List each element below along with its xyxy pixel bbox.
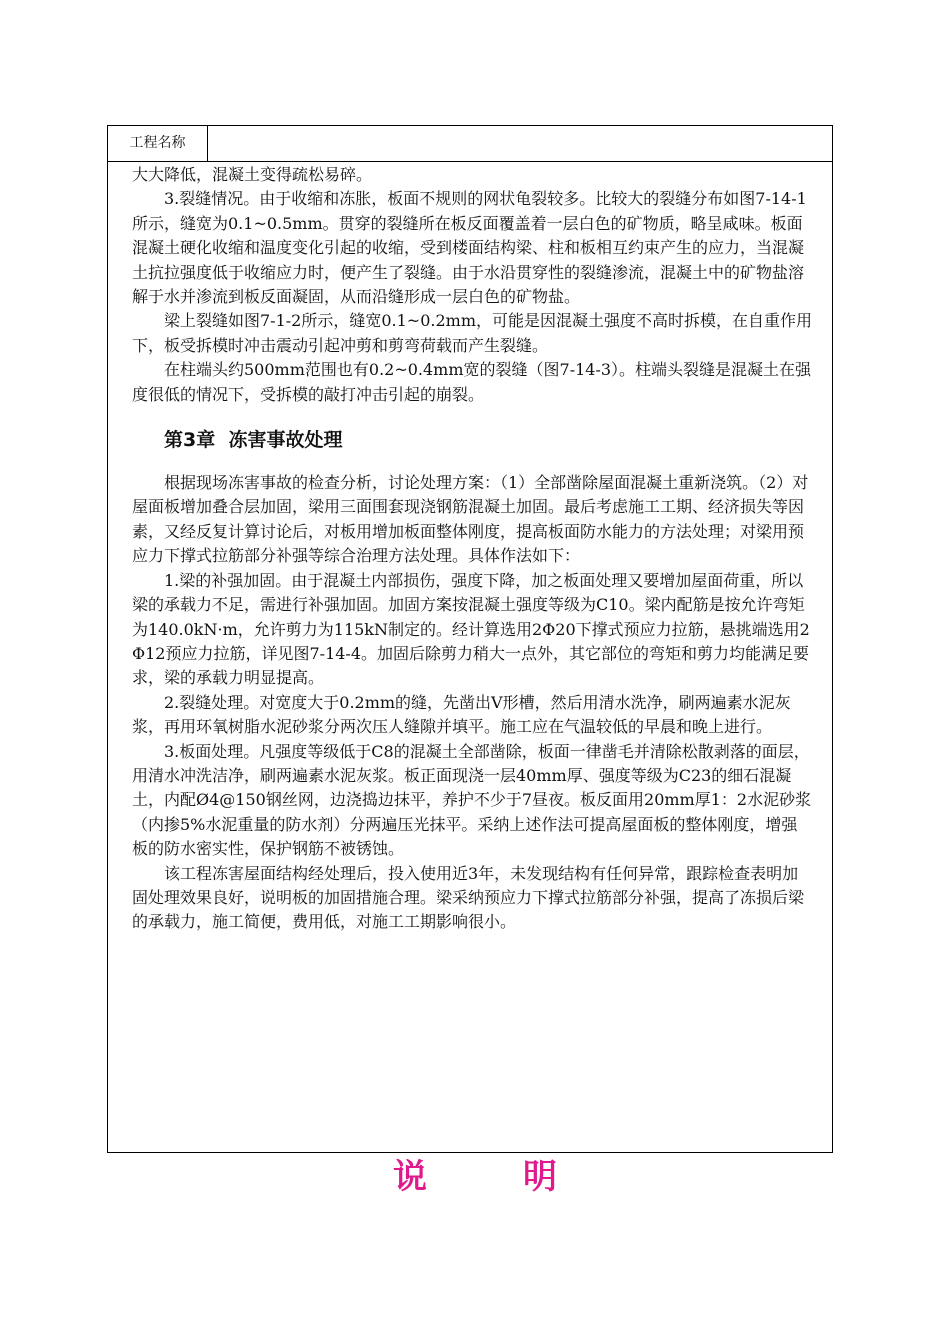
- paragraph-slab-treatment: 3.板面处理。凡强度等级低于C8的混凝土全部凿除，板面一律凿毛并清除松散剥落的面层，用清水冲洗洁净，刷两遍素水泥灰浆。板正面现浇一层40mm厚、强度等级为C23的细石混凝土，内配Ø4@150钢丝网，边浇捣边抹平，养护不少于7昼夜。板反面用20mm厚1：2水泥砂浆（内掺5%水泥重量的防水剂）分两遍压光抹平。采纳上述作法可提高屋面板的整体刚度，增强板的防水密实性，保护钢筋不被锈蚀。: [132, 741, 812, 859]
- document-body: [132, 163, 812, 935]
- project-name-value: [209, 126, 832, 161]
- paragraph-beam-cracks: 梁上裂缝如图7-1-2所示，缝宽0.1~0.2mm，可能是因混凝土强度不高时拆模，在自重作用下，板受拆模时冲击震动引起冲剪和剪弯荷载而产生裂缝。: [132, 311, 812, 355]
- header-row: [108, 126, 832, 162]
- paragraph-crack-condition: 3.裂缝情况。由于收缩和冻胀，板面不规则的网状龟裂较多。比较大的裂缝分布如图7-14-1所示，缝宽为0.1~0.5mm。贯穿的裂缝所在板反面覆盖着一层白色的矿物质，略呈咸味。板面混凝土硬化收缩和温度变化引起的收缩，受到楼面结构梁、柱和板相互约束产生的应力，当混凝土抗拉强度低于收缩应力时，便产生了裂缝。由于水沿贯穿性的裂缝渗流，混凝土中的矿物盐溶解于水并渗流到板反面凝固，从而沿缝形成一层白色的矿物盐。: [132, 189, 807, 307]
- paragraph-beam-reinforcement: 1.梁的补强加固。由于混凝土内部损伤，强度下降，加之板面处理又要增加屋面荷重，所以梁的承载力不足，需进行补强加固。加固方案按混凝土强度等级为C10。梁内配筋是按允许弯矩为140.0kN·m，允许剪力为115kN制定的。经计算选用2Φ20下撑式预应力拉筋，悬挑端选用2Φ12预应力拉筋，详见图7-14-4。加固后除剪力稍大一点外，其它部位的弯矩和剪力均能满足要求，梁的承载力明显提高。: [132, 570, 810, 688]
- paragraph-column-cracks: 在柱端头约500mm范围也有0.2~0.4mm宽的裂缝（图7-14-3）。柱端头裂缝是混凝土在强度很低的情况下，受拆模的敲打冲击引起的崩裂。: [132, 360, 812, 404]
- footer-title: 说明: [393, 1157, 653, 1197]
- project-name-label: 工程名称: [108, 126, 208, 161]
- paragraph-crack-treatment: 2.裂缝处理。对宽度大于0.2mm的缝，先凿出V形槽，然后用清水洗净，刷两遍素水泥灰浆，再用环氧树脂水泥砂浆分两次压人缝隙并填平。施工应在气温较低的早晨和晚上进行。: [132, 692, 791, 737]
- paragraph-conclusion: 该工程冻害屋面结构经处理后，投入使用近3年，未发现结构有任何异常，跟踪检查表明加固处理效果良好，说明板的加固措施合理。梁采纳预应力下撑式拉筋部分补强，提高了冻损后梁的承载力，施工简便，费用低，对施工工期影响很小。: [132, 863, 805, 932]
- paragraph-treatment-plan: 根据现场冻害事故的检查分析，讨论处理方案：（1）全部凿除屋面混凝土重新浇筑。（2）对屋面板增加叠合层加固，梁用三面围套现浇钢筋混凝土加固。最后考虑施工工期、经济损失等因素，又经反复计算讨论后，对板用增加板面整体刚度，提高板面防水能力的方法处理；对梁用预应力下撑式拉筋部分补强等综合治理方法处理。具体作法如下：: [132, 473, 809, 566]
- paragraph-continuation: 大大降低，混凝土变得疏松易碎。: [132, 165, 373, 184]
- chapter-heading: 第3章 冻害事故处理: [164, 429, 343, 452]
- document-frame: [107, 125, 833, 1153]
